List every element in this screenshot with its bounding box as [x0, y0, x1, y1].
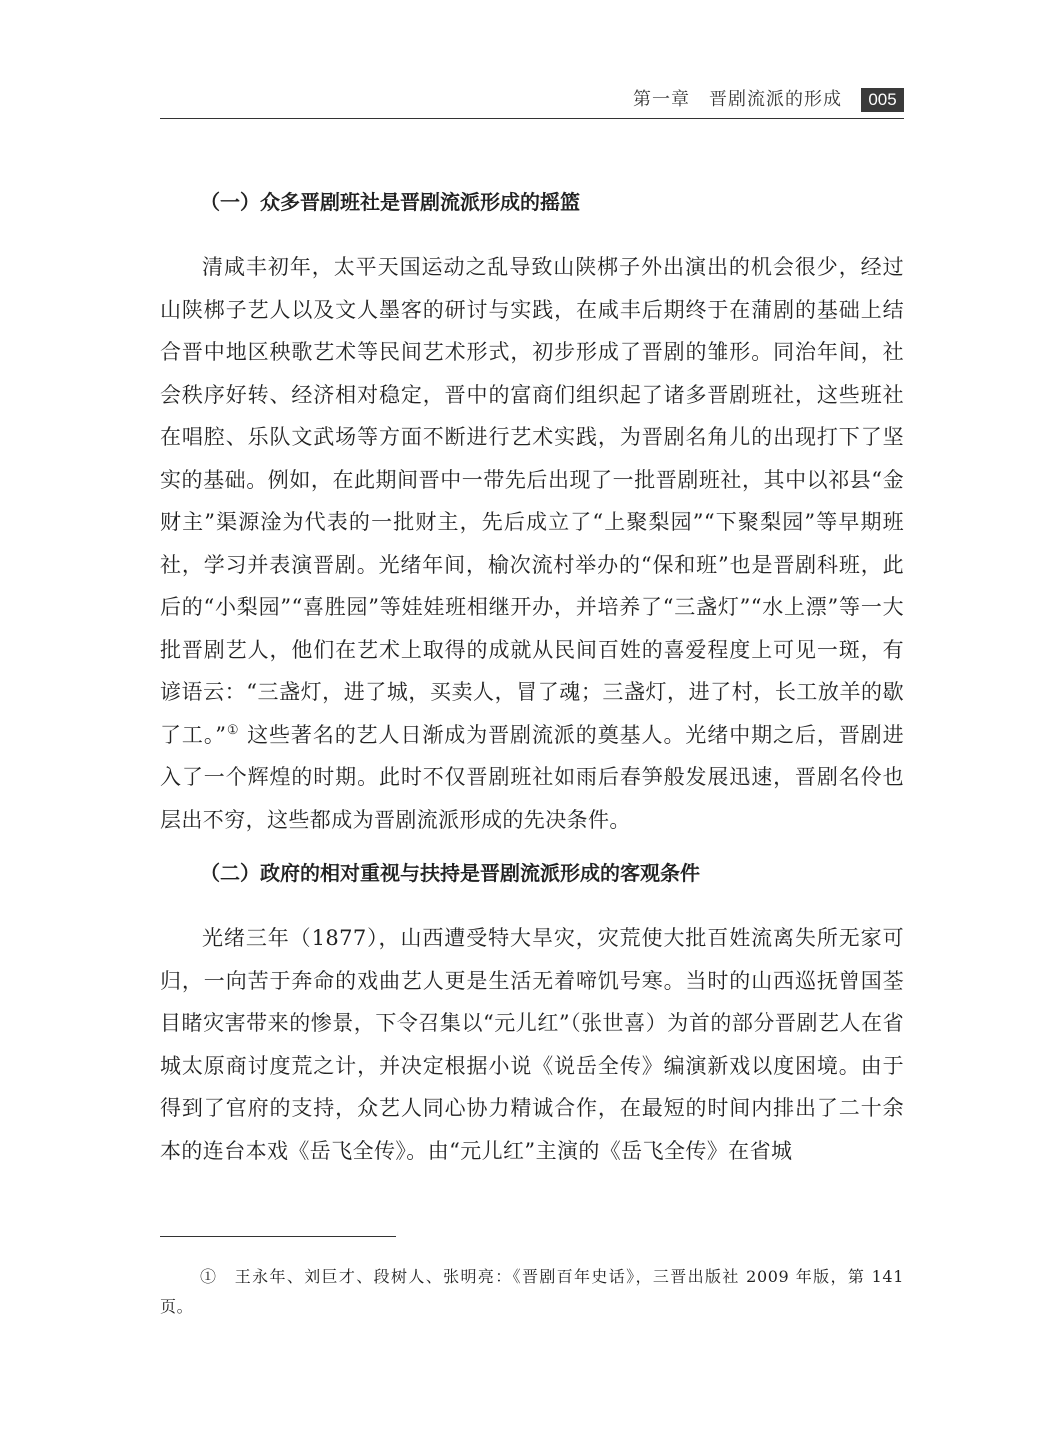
section-paragraph-2: 光绪三年（1877），山西遭受特大旱灾，灾荒使大批百姓流离失所无家可归，一向苦于奔命的戏曲艺人更是生活无着啼饥号寒。当时的山西巡抚曾国荃目睹灾害带来的惨景，下令召集以“元儿红”（张世喜）为首的部分晋剧艺人在省城太原商讨度荒之计，并决定根据小说《说岳全传》编演新戏以度困境。由于得到了官府的支持，众艺人同心协力精诚合作，在最短的时间内排出了二十余本的连台本戏《岳飞全传》。由“元儿红”主演的《岳飞全传》在省城 [160, 926, 904, 1163]
page-number: 005 [861, 88, 904, 112]
chapter-title: 第一章 晋剧流派的形成 [633, 89, 842, 110]
section-paragraph-1 [160, 246, 904, 841]
section-heading-2: （二）政府的相对重视与扶持是晋剧流派形成的客观条件 [200, 861, 700, 885]
paragraph-text: 这些著名的艺人日渐成为晋剧流派的奠基人。光绪中期之后，晋剧进入了一个辉煌的时期。此时不仅晋剧班社如雨后春笋般发展迅速，晋剧名伶也层出不穷，这些都成为晋剧流派形成的先决条件。 [160, 722, 904, 832]
paragraph-text: 清咸丰初年，太平天国运动之乱导致山陕梆子外出演出的机会很少，经过山陕梆子艺人以及文人墨客的研讨与实践，在咸丰后期终于在蒲剧的基础上结合晋中地区秧歌艺术等民间艺术形式，初步形成了晋剧的雏形。同治年间，社会秩序好转、经济相对稳定，晋中的富商们组织起了诸多晋剧班社，这些班社在唱腔、乐队文武场等方面不断进行艺术实践，为晋剧名角儿的出现打下了坚实的基础。例如，在此期间晋中一带先后出现了一批晋剧班社，其中以祁县“金财主”渠源淦为代表的一批财主，先后成立了“上聚梨园”“下聚梨园”等早期班社，学习并表演晋剧。光绪年间，榆次流村举办的“保和班”也是晋剧科班，此后的“小梨园”“喜胜园”等娃娃班相继开办，并培养了“三盏灯”“水上漂”等一大批晋剧艺人，他们在艺术上取得的成就从民间百姓的喜爱程度上可见一斑，有谚语云：“三盏灯，进了城，买卖人，冒了魂；三盏灯，进了村，长工放羊的歇了工。” [160, 255, 904, 747]
page-body [160, 180, 904, 1172]
section-heading-1: （一）众多晋剧班社是晋剧流派形成的摇篮 [200, 190, 580, 214]
footnote: ① 王永年、刘巨才、段树人、张明亮：《晋剧百年史话》，三晋出版社 2009 年版，第 141 页。 [160, 1267, 904, 1316]
footnote-divider [160, 1236, 396, 1237]
running-header [160, 86, 904, 119]
footnote-reference[interactable]: ① [226, 722, 240, 738]
